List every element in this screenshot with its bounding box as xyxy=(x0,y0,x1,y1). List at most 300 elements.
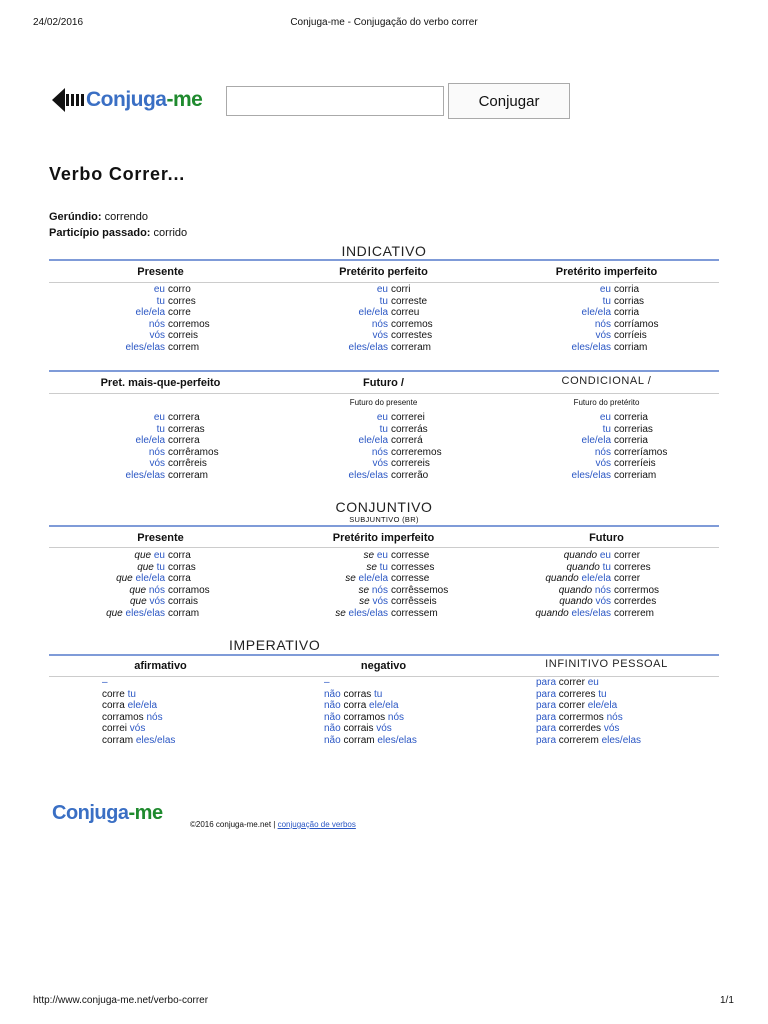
verb-form: correrei xyxy=(391,412,425,423)
pronoun: eu xyxy=(599,412,611,423)
pronoun-text: tu xyxy=(156,561,165,573)
pronoun: vós xyxy=(372,330,388,342)
conj-indic-perfeito xyxy=(272,284,495,354)
verb-form: corrais xyxy=(340,723,377,735)
verb-form: corrêramos xyxy=(168,446,219,458)
verb-form: corramos xyxy=(102,711,147,723)
conjugation-row xyxy=(272,458,495,470)
pronoun-text: ele/ela xyxy=(358,573,388,585)
imperative-row xyxy=(102,712,175,724)
pronoun: tu xyxy=(602,423,611,435)
header-infinitivo-pessoal: INFINITIVO PESSOAL xyxy=(545,658,668,670)
pronoun xyxy=(272,573,391,585)
conjugation-row xyxy=(495,330,718,342)
verb-form: corramos xyxy=(168,584,210,596)
imperative-row xyxy=(324,700,417,712)
conjugation-row xyxy=(272,424,495,436)
verb-form: – xyxy=(102,677,108,688)
pronoun xyxy=(495,596,614,608)
pronoun: ele/ela xyxy=(587,700,618,712)
pronoun-text: ele/ela xyxy=(135,573,165,585)
verb-form: corríeis xyxy=(614,330,647,342)
copyright-text: ©2016 conjuga-me.net | xyxy=(190,820,278,829)
page-title: Verbo Correr... xyxy=(49,164,186,184)
pronoun: vós xyxy=(149,458,165,470)
verb-form: corresse xyxy=(391,550,430,561)
conjugation-row xyxy=(49,447,272,459)
preposition: para xyxy=(536,711,557,723)
verb-form: correstes xyxy=(391,330,433,342)
pronoun: tu xyxy=(598,688,607,700)
negation: não xyxy=(324,734,341,746)
header-mais-que-perfeito: Pret. mais-que-perfeito xyxy=(100,377,221,389)
conjunction: que xyxy=(129,584,147,596)
verb-form: correria xyxy=(614,412,648,423)
conjugation-row xyxy=(49,284,272,296)
pronoun: ele/ela xyxy=(581,307,611,319)
imperative-row xyxy=(102,735,175,747)
verb-form: correste xyxy=(391,295,428,307)
conjugation-row xyxy=(272,342,495,354)
verb-form: correram xyxy=(168,469,209,481)
pronoun: vós xyxy=(603,723,620,735)
conjugation-row xyxy=(272,435,495,447)
conjunction: se xyxy=(359,596,370,608)
imperative-row xyxy=(102,677,175,689)
pronoun-text: vós xyxy=(372,596,388,608)
pronoun: ele/ela xyxy=(358,435,388,447)
conjugation-row xyxy=(495,284,718,296)
conj-subj-futuro xyxy=(495,550,718,620)
pronoun-text: eles/elas xyxy=(348,607,388,619)
verb-form: correrem xyxy=(614,607,655,619)
verb-form: corras xyxy=(168,561,196,573)
pronoun: vós xyxy=(149,330,165,342)
pronoun: eles/elas xyxy=(571,341,611,353)
verb-form: correrá xyxy=(391,435,423,447)
imperative-row xyxy=(324,677,417,689)
conjugation-row xyxy=(495,470,718,482)
verb-form: corre xyxy=(102,688,128,700)
verb-form: correríamos xyxy=(614,446,668,458)
logo-text: Conjuga-me xyxy=(86,88,203,111)
conjunction: quando xyxy=(559,596,593,608)
pronoun-text: tu xyxy=(379,561,388,573)
participle-value: corrido xyxy=(153,227,188,239)
pronoun: tu xyxy=(156,423,165,435)
pronoun-text: eu xyxy=(153,550,165,561)
header-conj-futuro: Futuro xyxy=(589,532,624,544)
pronoun-text: nós xyxy=(371,584,388,596)
preposition: para xyxy=(536,734,557,746)
pronoun: nós xyxy=(387,711,405,723)
imperative-row xyxy=(324,712,417,724)
conjunction: quando xyxy=(563,550,598,561)
pronoun xyxy=(495,573,614,585)
gerund-line xyxy=(49,211,148,223)
imperativo-negativo-list xyxy=(324,677,417,747)
pronoun xyxy=(49,573,168,585)
verb-form: corra xyxy=(168,550,191,561)
pronoun: nós xyxy=(148,446,165,458)
conjugation-row xyxy=(272,585,495,597)
gerund-value: correndo xyxy=(104,211,149,223)
imperative-row xyxy=(102,700,175,712)
footer-logo-text: Conjuga-me xyxy=(52,802,163,824)
logo-suffix: -me xyxy=(166,88,203,111)
divider xyxy=(49,282,719,283)
verb-form: corríamos xyxy=(614,318,659,330)
pronoun: tu xyxy=(379,295,388,307)
pronoun-text: nós xyxy=(148,584,165,596)
imperative-row xyxy=(102,689,175,701)
pronoun-text: nós xyxy=(594,584,611,596)
conjugation-row xyxy=(49,458,272,470)
conjunction: se xyxy=(335,607,346,619)
pronoun: eles/elas xyxy=(125,341,165,353)
negation: não xyxy=(324,711,341,723)
participle-label: Particípio passado: xyxy=(49,227,151,239)
verb-form: corramos xyxy=(340,711,388,723)
pronoun-text: eu xyxy=(599,550,611,561)
conj-indic-futuro xyxy=(272,412,495,482)
conjunction: se xyxy=(358,584,370,596)
conjugation-row xyxy=(495,550,718,562)
pronoun: eu xyxy=(153,412,165,423)
imperative-row xyxy=(536,677,641,689)
verb-search-input[interactable] xyxy=(226,86,444,116)
conjugation-row xyxy=(49,470,272,482)
conjugation-row xyxy=(495,342,718,354)
verb-form: correm xyxy=(168,341,200,353)
conjugation-row xyxy=(272,447,495,459)
pronoun: eles/elas xyxy=(377,734,417,746)
site-logo[interactable] xyxy=(52,87,202,113)
imperative-row xyxy=(324,735,417,747)
header-preterito-imperfeito: Pretérito imperfeito xyxy=(555,266,658,278)
pronoun xyxy=(272,562,391,574)
verb-form: correríeis xyxy=(614,458,656,470)
pronoun: eu xyxy=(153,284,165,295)
section-conjuntivo: CONJUNTIVO xyxy=(335,499,433,515)
print-date: 24/02/2016 xyxy=(33,17,84,28)
pronoun: tu xyxy=(602,295,611,307)
verb-form: correrão xyxy=(391,469,429,481)
pronoun: tu xyxy=(379,423,388,435)
pronoun: vós xyxy=(376,723,392,735)
conjugation-row xyxy=(272,562,495,574)
verb-form: corro xyxy=(168,284,191,295)
note-futuro-preterito: Futuro do pretérito xyxy=(573,398,640,407)
pronoun: nós xyxy=(148,318,165,330)
pronoun: tu xyxy=(156,295,165,307)
header-negativo: negativo xyxy=(360,660,407,672)
conjunction: que xyxy=(137,561,154,573)
conjugation-row xyxy=(495,596,718,608)
verb-form: correria xyxy=(614,435,648,447)
conjugation-row xyxy=(49,412,272,424)
verb-form: corram xyxy=(340,734,378,746)
divider xyxy=(49,547,719,548)
verb-form: correrdes xyxy=(614,596,657,608)
verb-form: correrdes xyxy=(556,723,604,735)
pronoun: eu xyxy=(376,284,388,295)
pronoun-text: eles/elas xyxy=(571,607,611,619)
pronoun: eu xyxy=(376,412,388,423)
conj-indic-mais xyxy=(49,412,272,482)
conjugation-row xyxy=(272,330,495,342)
verb-form: correi xyxy=(102,723,130,735)
footer-logo[interactable] xyxy=(52,802,163,825)
pronoun: eles/elas xyxy=(571,469,611,481)
verb-form: corram xyxy=(168,607,200,619)
conjugation-row xyxy=(495,608,718,620)
conjugate-button[interactable]: Conjugar xyxy=(448,83,570,119)
section-indicativo: INDICATIVO xyxy=(341,243,427,259)
conjugation-row xyxy=(495,447,718,459)
conjugation-row xyxy=(49,330,272,342)
conjunction: quando xyxy=(545,573,579,585)
verb-form: corrermos xyxy=(614,584,660,596)
verb-form: correr xyxy=(614,550,641,561)
pronoun: nós xyxy=(146,711,163,723)
preposition: para xyxy=(536,723,557,735)
verb-form: corram xyxy=(102,734,136,746)
verb-form: corrias xyxy=(614,295,645,307)
conjugation-row xyxy=(272,596,495,608)
conjugation-row xyxy=(49,596,272,608)
conjugation-row xyxy=(272,470,495,482)
pronoun xyxy=(495,585,614,597)
imperative-row xyxy=(102,723,175,735)
verb-form: corremos xyxy=(168,318,210,330)
conjugation-row xyxy=(272,284,495,296)
verb-form: corresses xyxy=(391,561,435,573)
verb-form: correras xyxy=(168,423,205,435)
verb-form: correres xyxy=(614,561,651,573)
print-page-number: 1/1 xyxy=(720,995,734,1006)
verb-form: corri xyxy=(391,284,411,295)
conj-indic-imperfeito xyxy=(495,284,718,354)
verb-form: correrás xyxy=(391,423,428,435)
pronoun: eles/elas xyxy=(348,469,388,481)
negation: não xyxy=(324,700,341,712)
conj-indic-presente xyxy=(49,284,272,354)
pronoun: tu xyxy=(127,688,136,700)
verb-form: corra xyxy=(102,700,128,712)
verb-form: correram xyxy=(391,341,432,353)
verb-form: corresse xyxy=(391,573,430,585)
imperativo-afirmativo-list xyxy=(102,677,175,747)
conj-subj-presente xyxy=(49,550,272,620)
verb-form: correu xyxy=(391,307,420,319)
pronoun xyxy=(272,550,391,562)
pronoun: vós xyxy=(129,723,146,735)
conjunction: que xyxy=(116,573,133,585)
conjugation-row xyxy=(495,319,718,331)
conjugation-row xyxy=(49,424,272,436)
pronoun-text: eles/elas xyxy=(125,607,165,619)
pronoun xyxy=(49,596,168,608)
pronoun-text: ele/ela xyxy=(581,573,611,585)
conjugacao-link[interactable]: conjugação de verbos xyxy=(277,820,356,829)
negation: – xyxy=(324,677,330,688)
pronoun xyxy=(49,550,168,562)
print-title: Conjuga-me - Conjugação do verbo correr xyxy=(290,17,478,28)
pronoun: nós xyxy=(606,711,623,723)
conjunction: que xyxy=(134,550,152,561)
note-futuro-presente: Futuro do presente xyxy=(349,398,418,407)
imperative-row xyxy=(536,700,641,712)
pronoun xyxy=(495,562,614,574)
conjunction: se xyxy=(363,550,375,561)
conjugation-row xyxy=(49,573,272,585)
verb-form: correr xyxy=(556,700,588,712)
conjugation-row xyxy=(272,573,495,585)
verb-form: corrêreis xyxy=(168,458,207,470)
verb-form: correra xyxy=(168,412,200,423)
pronoun: vós xyxy=(595,330,611,342)
preposition: para xyxy=(536,688,557,700)
verb-form: correr xyxy=(614,573,641,585)
footer-copyright xyxy=(190,820,356,829)
conjugation-row xyxy=(49,435,272,447)
conjunction: se xyxy=(345,573,356,585)
verb-form: correr xyxy=(556,677,588,688)
print-url: http://www.conjuga-me.net/verbo-correr xyxy=(33,995,209,1006)
conjugation-row xyxy=(272,319,495,331)
pronoun: eles/elas xyxy=(348,341,388,353)
conj-indic-condicional xyxy=(495,412,718,482)
conjugation-row xyxy=(49,550,272,562)
negation: não xyxy=(324,688,341,700)
conjugation-row xyxy=(272,412,495,424)
verb-form: correra xyxy=(168,435,200,447)
pronoun: eles/elas xyxy=(601,734,642,746)
pronoun-text: eu xyxy=(376,550,388,561)
preposition: para xyxy=(536,677,557,688)
conjunction: quando xyxy=(535,607,569,619)
verb-form: corrêssemos xyxy=(391,584,449,596)
section-subjuntivo: SUBJUNTIVO (BR) xyxy=(349,515,419,524)
verb-form: corras xyxy=(340,688,375,700)
header-conj-presente: Presente xyxy=(137,532,184,544)
pronoun: ele/ela xyxy=(135,435,165,447)
verb-form: corrermos xyxy=(556,711,607,723)
pronoun: ele/ela xyxy=(581,435,611,447)
pronoun-text: vós xyxy=(149,596,165,608)
conjugation-row xyxy=(495,412,718,424)
pronoun: vós xyxy=(372,458,388,470)
divider xyxy=(49,259,719,261)
conjunction: quando xyxy=(566,561,600,573)
pronoun: ele/ela xyxy=(135,307,165,319)
pronoun: eu xyxy=(587,677,599,688)
imperative-row xyxy=(324,689,417,701)
imperative-row xyxy=(536,712,641,724)
pronoun: vós xyxy=(595,458,611,470)
pronoun xyxy=(272,596,391,608)
pronoun xyxy=(495,550,614,562)
conjugation-row xyxy=(272,296,495,308)
pronoun: nós xyxy=(371,446,388,458)
divider xyxy=(49,654,719,656)
infinitivo-pessoal-list xyxy=(536,677,641,747)
conj-subj-imperfeito xyxy=(272,550,495,620)
conjugation-row xyxy=(495,435,718,447)
conjugation-row xyxy=(49,319,272,331)
pronoun: nós xyxy=(594,446,611,458)
verb-form: corria xyxy=(614,284,640,295)
conjugation-row xyxy=(49,585,272,597)
pronoun: eles/elas xyxy=(125,469,165,481)
header-afirmativo: afirmativo xyxy=(134,660,187,672)
preposition: para xyxy=(536,700,557,712)
gerund-label: Gerúndio: xyxy=(49,211,102,223)
pronoun xyxy=(272,608,391,620)
verb-form: corres xyxy=(168,295,196,307)
header-conj-imperfeito: Pretérito imperfeito xyxy=(332,532,435,544)
pronoun: nós xyxy=(371,318,388,330)
pronoun: eles/elas xyxy=(135,734,176,746)
conjugation-row xyxy=(495,585,718,597)
pronoun: tu xyxy=(374,688,383,700)
conjugation-row xyxy=(495,562,718,574)
verb-form: corremos xyxy=(391,318,433,330)
verb-form: corriam xyxy=(614,341,648,353)
pronoun xyxy=(49,585,168,597)
divider xyxy=(49,393,719,394)
verb-form: correriam xyxy=(614,469,657,481)
negation: não xyxy=(324,723,341,735)
divider xyxy=(49,370,719,372)
pronoun xyxy=(272,585,391,597)
header-presente: Presente xyxy=(137,266,184,278)
conjunction: quando xyxy=(558,584,593,596)
imperative-row xyxy=(324,723,417,735)
imperative-row xyxy=(536,735,641,747)
conjugation-row xyxy=(49,296,272,308)
verb-form: corrais xyxy=(168,596,199,608)
conjunction: que xyxy=(106,607,123,619)
pronoun: eu xyxy=(599,284,611,295)
pronoun xyxy=(495,608,614,620)
conjugation-row xyxy=(495,458,718,470)
conjugation-row xyxy=(272,307,495,319)
logo-suffix: -me xyxy=(128,802,163,824)
pronoun xyxy=(49,608,168,620)
verb-form: correis xyxy=(168,330,199,342)
section-imperativo: IMPERATIVO xyxy=(229,637,321,653)
conjugation-row xyxy=(49,562,272,574)
conjugation-row xyxy=(495,424,718,436)
pronoun: ele/ela xyxy=(358,307,388,319)
imperative-row xyxy=(536,723,641,735)
pronoun-text: vós xyxy=(595,596,611,608)
imperative-row xyxy=(536,689,641,701)
verb-form: correrias xyxy=(614,423,653,435)
participle-line xyxy=(49,227,187,239)
verb-form: correremos xyxy=(391,446,442,458)
verb-form: corressem xyxy=(391,607,438,619)
conjugation-row xyxy=(495,296,718,308)
conjugation-row xyxy=(495,307,718,319)
back-arrow-icon xyxy=(52,87,86,113)
conjugation-row xyxy=(49,307,272,319)
conjunction: se xyxy=(366,561,377,573)
pronoun: ele/ela xyxy=(369,700,399,712)
conjugation-row xyxy=(49,608,272,620)
